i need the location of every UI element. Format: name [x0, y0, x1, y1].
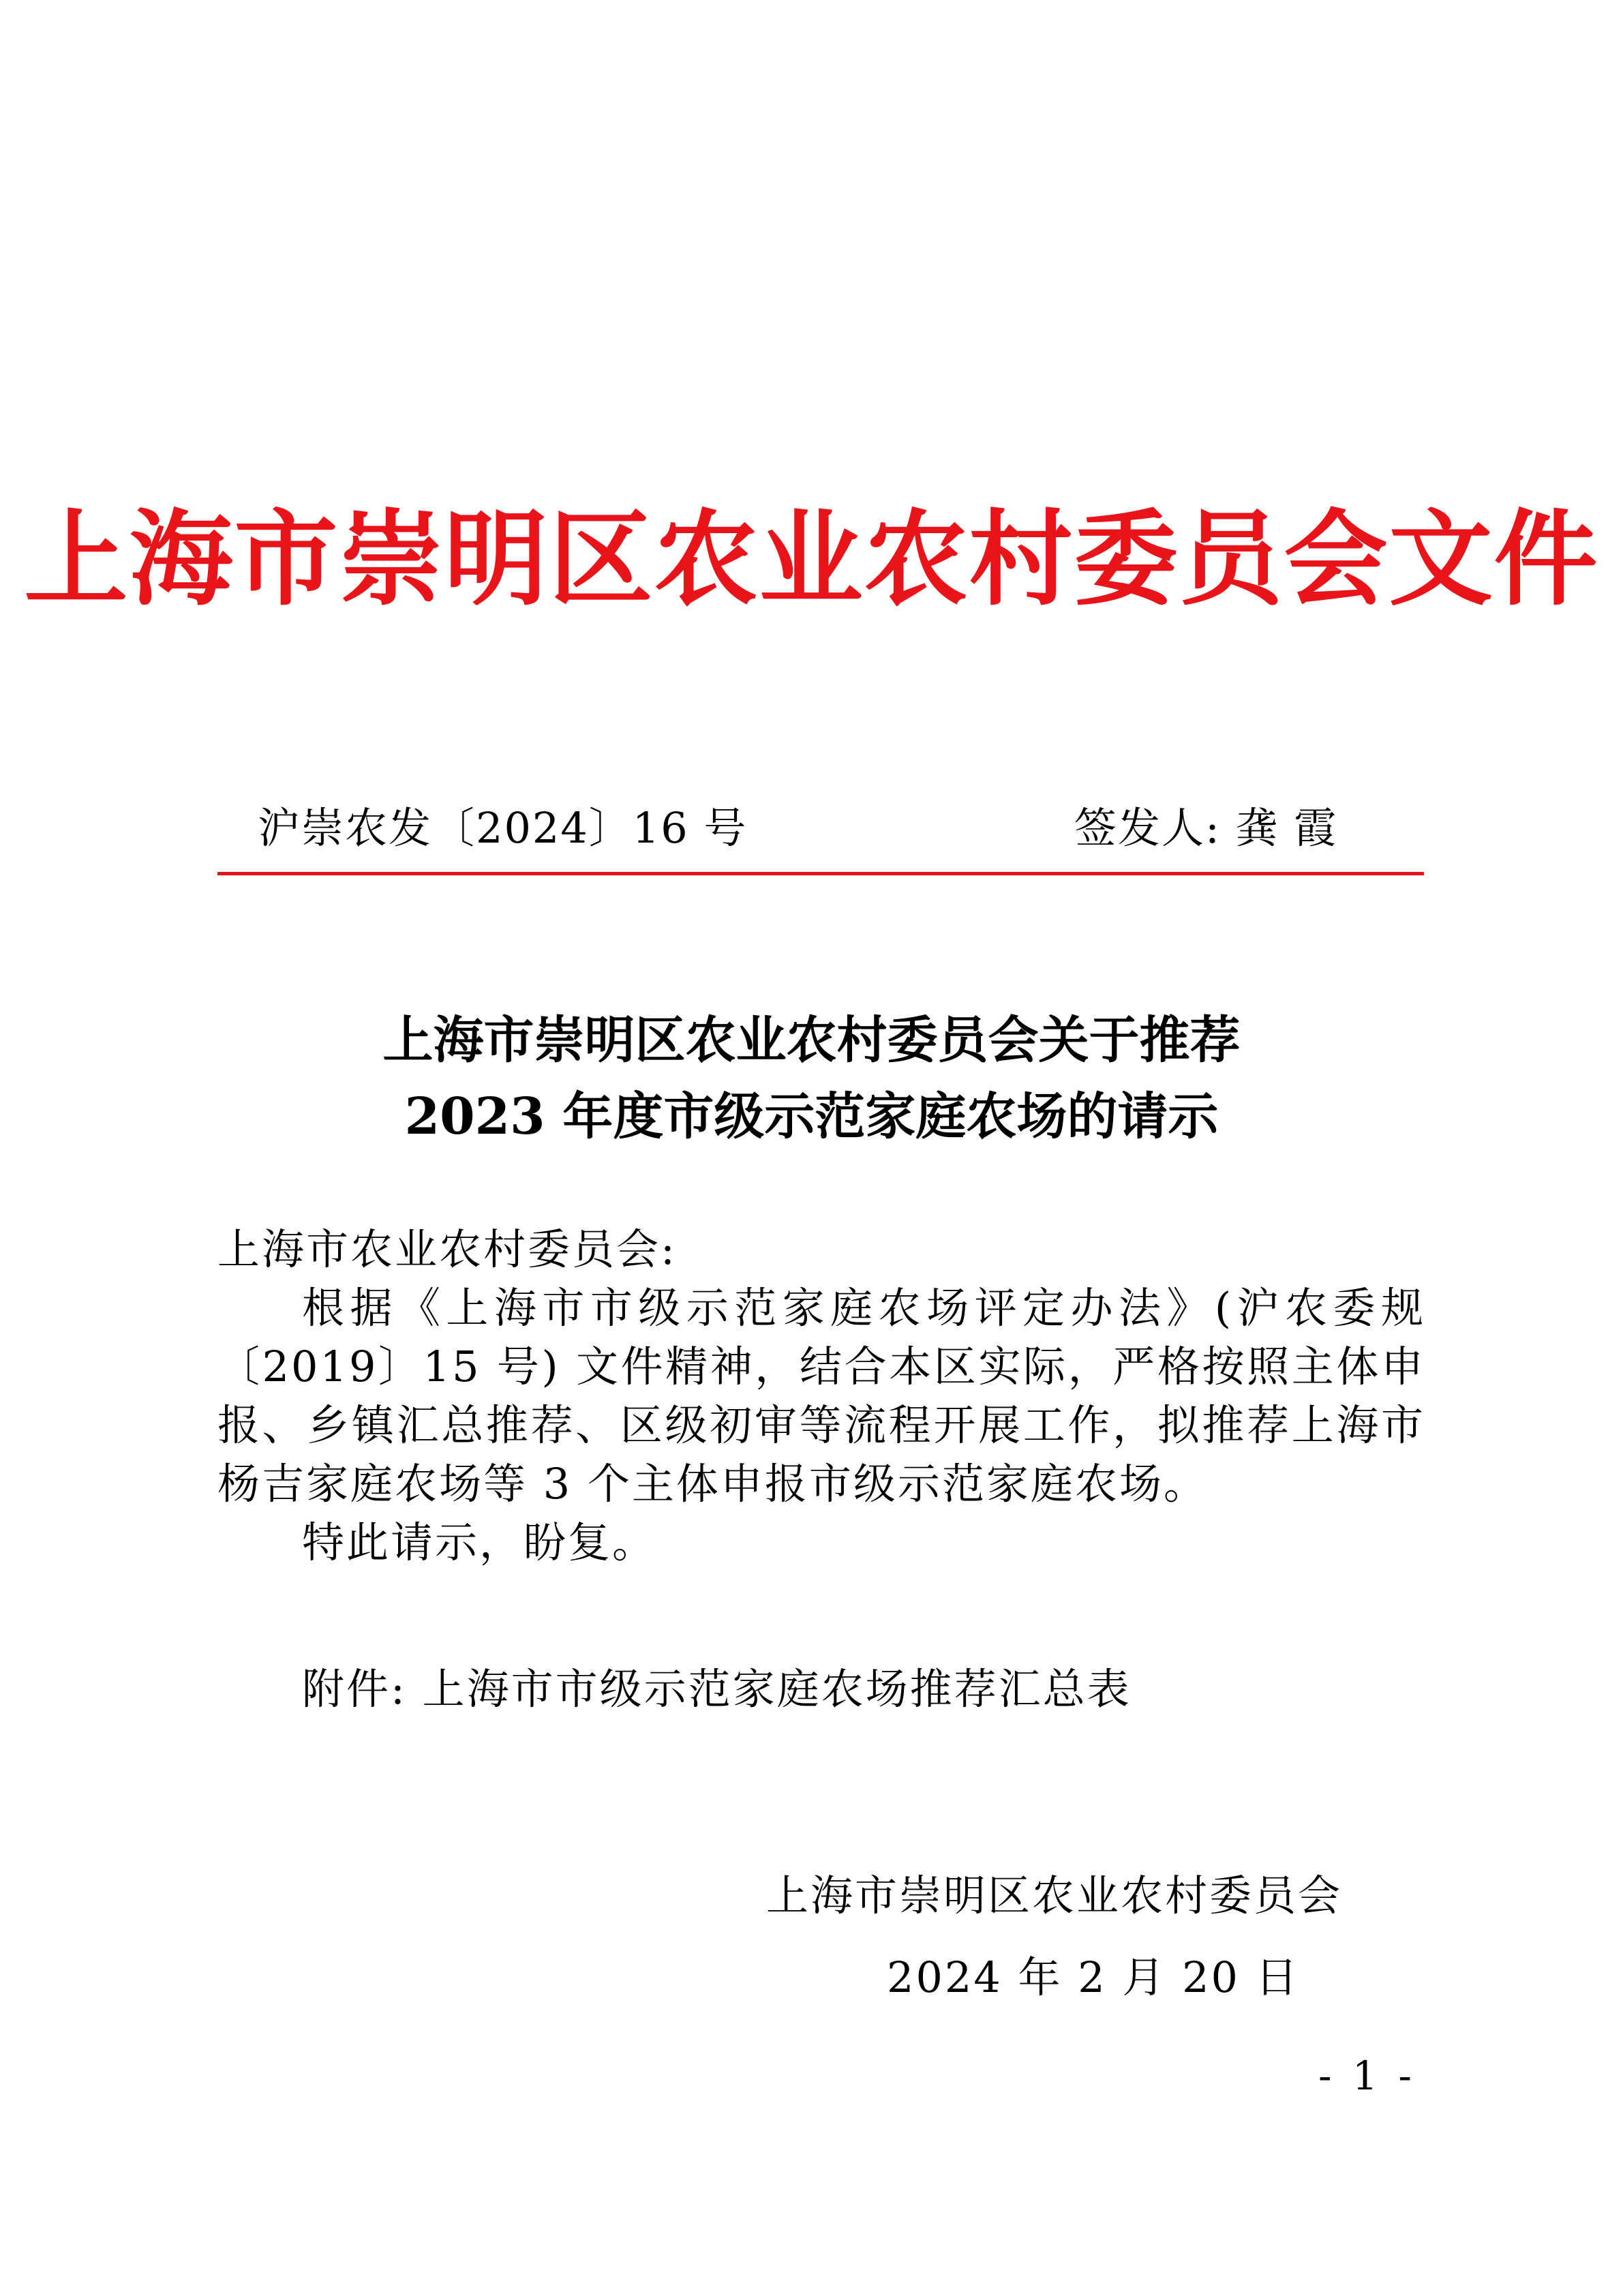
document-number: 沪崇农发〔2024〕16 号: [258, 803, 748, 853]
issuer-signature-line: 签发人: 龚 霞: [1074, 803, 1338, 853]
document-title: [0, 1002, 1623, 1155]
body-paragraph: 根据《上海市市级示范家庭农场评定办法》(沪农委规〔2019〕15 号) 文件精神，结合本区实际，严格按照主体申报、乡镇汇总推荐、区级初审等流程开展工作，拟推荐上海市杨吉家庭农场等 3 个主体申报市级示范家庭农场。: [217, 1283, 1425, 1509]
attachment-note: 附件: 上海市市级示范家庭农场推荐汇总表: [302, 1664, 1132, 1714]
page-number: - 1 -: [1318, 2053, 1416, 2099]
signature-organization: 上海市崇明区农业农村委员会: [766, 1871, 1343, 1920]
red-separator-line: [217, 872, 1424, 875]
document-title-line-2: 2023 年度市级示范家庭农场的请示: [404, 1087, 1219, 1146]
closing-remark: 特此请示，盼复。: [302, 1517, 657, 1567]
signature-date: 2024 年 2 月 20 日: [887, 1952, 1300, 2002]
document-header-title: 上海市崇明区农业农村委员会文件: [24, 498, 1599, 620]
document-title-line-1: 上海市崇明区农业农村委员会关于推荐: [382, 1011, 1241, 1070]
addressee: 上海市农业农村委员会:: [217, 1224, 677, 1274]
